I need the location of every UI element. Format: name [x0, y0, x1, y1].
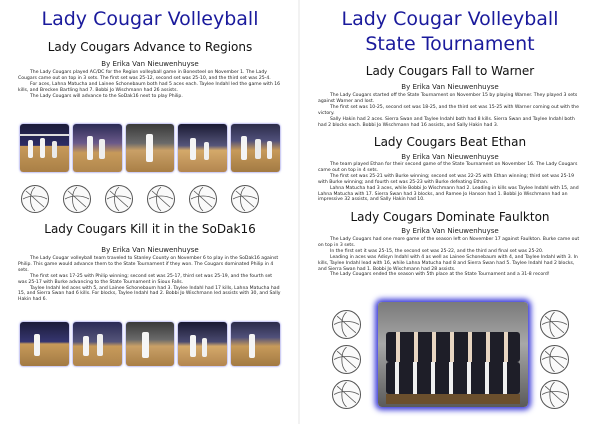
article-body — [18, 70, 282, 100]
article-headline: Lady Cougars Fall to Warner — [365, 64, 535, 78]
article-headline: Lady Cougars Advance to Regions — [47, 40, 253, 54]
game-photo — [73, 322, 122, 366]
game-photo — [231, 124, 280, 172]
photo-strip — [20, 322, 280, 366]
article-paragraph: Taylee Indahl led aces with 5, and Lainee Schonebaum had 3. Taylee Indahl had 17 kills, Lahna Matucha had 15, and Sierra Swan had 6 kills. For blocks, Taylee Indahl had 2. Bobbi Jo Wischmann led assists with 30, and Sally Hakin had 6. — [18, 285, 281, 303]
article-paragraph: For aces, Lahna Matucha and Lainee Schonebaum both had 5 aces each. Taylee Indahl led the game with 16 kills, and Brecken Bartling had 7. Bobbi Jo Wischmann had 26 assists. — [18, 81, 281, 93]
volleyball-icon — [147, 185, 175, 213]
article-byline: By Erika Van Nieuwenhuyse — [101, 60, 199, 68]
volleyball-icon — [21, 185, 49, 213]
article-byline: By Erika Van Nieuwenhuyse — [401, 227, 499, 235]
photo-strip — [20, 124, 280, 172]
article-body — [318, 237, 582, 278]
article-paragraph: The Lady Cougar volleyball team traveled to Stanley County on November 6 to play in the SoDak16 against Philip. This game would advance them to the State Tournament if they won. The Cougars dominated Philip in 4 sets. — [18, 256, 279, 273]
game-photo — [73, 124, 122, 172]
page-title: Lady Cougar Volleyball — [341, 8, 559, 30]
game-photo — [126, 124, 175, 172]
article-paragraph: Leading in aces was Adisyn Indahl with 4 as well as Lainee Schonebaum with 4, and Taylee Indahl with 3. In kills, Taylee Indahl lead with 16, while Lahna Matucha had 8 and Sierra Swan had 5. Taylee Indahl had 2 blocks, and Sierra Swan had 1. Bobbi Jo Wischmann had 28 assists. — [318, 254, 578, 272]
volleyball-icon — [540, 345, 569, 374]
volleyball-icon — [189, 185, 217, 213]
article-paragraph: The first set was 10-25, second set was 18-25, and the third set was 15-25 with Warner coming out with the victory. — [318, 104, 579, 116]
article-headline: Lady Cougars Dominate Faulkton — [350, 210, 550, 224]
page-title: Lady Cougar Volleyball — [41, 8, 259, 30]
volleyball-icon — [332, 345, 361, 374]
article-body — [18, 256, 282, 303]
volleyball-icon — [63, 185, 91, 213]
game-photo — [20, 322, 69, 366]
article-paragraph: The Lady Cougars played AC/DC for the Region volleyball game in Bonesteel on November 1. The Lady Cougars came out on top in 3 sets. The first set was 25-12, second set was 25-10, and the third set was 25-4. — [18, 70, 271, 81]
article-headline: Lady Cougars Kill it in the SoDak16 — [44, 222, 256, 236]
volleyball-icon — [332, 380, 361, 409]
volleyball-icon — [231, 185, 259, 213]
article-paragraph: Lahna Matucha had 3 aces, while Bobbi Jo Wischmann had 2. Leading in kills was Taylee Indahl with 15, and Lahna Matucha with 17. Sierra Swan had 3 blocks, and Ramee Jo Hanson had 1. Bobbi Jo Wischmann had an impressive 32 assists, and Sally Hakin had 10. — [318, 185, 579, 203]
article-paragraph: The Lady Cougars started off the State Tournament on November 15 by playing Warner. They played 3 sets against Warner and lost. — [318, 93, 578, 104]
article-paragraph: The Lady Cougars ended the season with 5th place at the State Tournament and a 31-8 record! — [330, 272, 550, 278]
article-body — [318, 93, 582, 128]
game-photo — [178, 322, 227, 366]
game-photo — [178, 124, 227, 172]
article-paragraph: In the first set it was 25-15, the second set was 25-22, and the third and final set was 25-20. — [330, 248, 544, 254]
right-page — [300, 0, 600, 424]
article-byline: By Erika Van Nieuwenhuyse — [101, 246, 199, 254]
article-paragraph: The first set was 17-25 with Philip winning; second set was 25-17, third set was 25-19, and the fourth set was 25-17 with Burke advancing to the State Tournament in Sioux Falls. — [18, 273, 273, 285]
volleyball-icon — [540, 310, 569, 339]
team-photo — [378, 302, 528, 407]
article-byline: By Erika Van Nieuwenhuyse — [401, 83, 499, 91]
article-paragraph: Sally Hakin had 2 aces. Sierra Swan and Taylee Indahl both had 8 kills. Sierra Swan and Taylee Indahl both had 2 blocks each. Bobbi Jo Wischmann had 16 assists, and Sally Hakin had 3. — [318, 116, 575, 128]
article-paragraph: The Lady Cougars will advance to the SoDak16 next to play Philip. — [30, 93, 183, 99]
article-paragraph: The team played Ethan for their second game of the State Tournament on November 16. The Lady Cougars came out on top in 4 sets. — [318, 162, 578, 173]
article-headline: Lady Cougars Beat Ethan — [373, 135, 527, 149]
game-photo — [231, 322, 280, 366]
article-paragraph: The first set was 25-21 with Burke winning; second set was 22-25 with Ethan winning; third set was 25-19 with Burke winning; and fourth set was 25-23 with Burke defeating Ethan. — [318, 173, 575, 185]
game-photo — [20, 124, 69, 172]
page-subtitle: State Tournament — [365, 33, 535, 55]
volleyball-icon — [540, 380, 569, 409]
article-byline: By Erika Van Nieuwenhuyse — [401, 153, 499, 161]
game-photo — [126, 322, 175, 366]
volleyball-icon — [105, 185, 133, 213]
article-paragraph: The Lady Cougars had one more game of the season left on November 17 against Faulkton. Burke came out on top in 3 sets. — [318, 237, 580, 248]
article-body — [318, 162, 582, 203]
volleyball-icon — [332, 310, 361, 339]
